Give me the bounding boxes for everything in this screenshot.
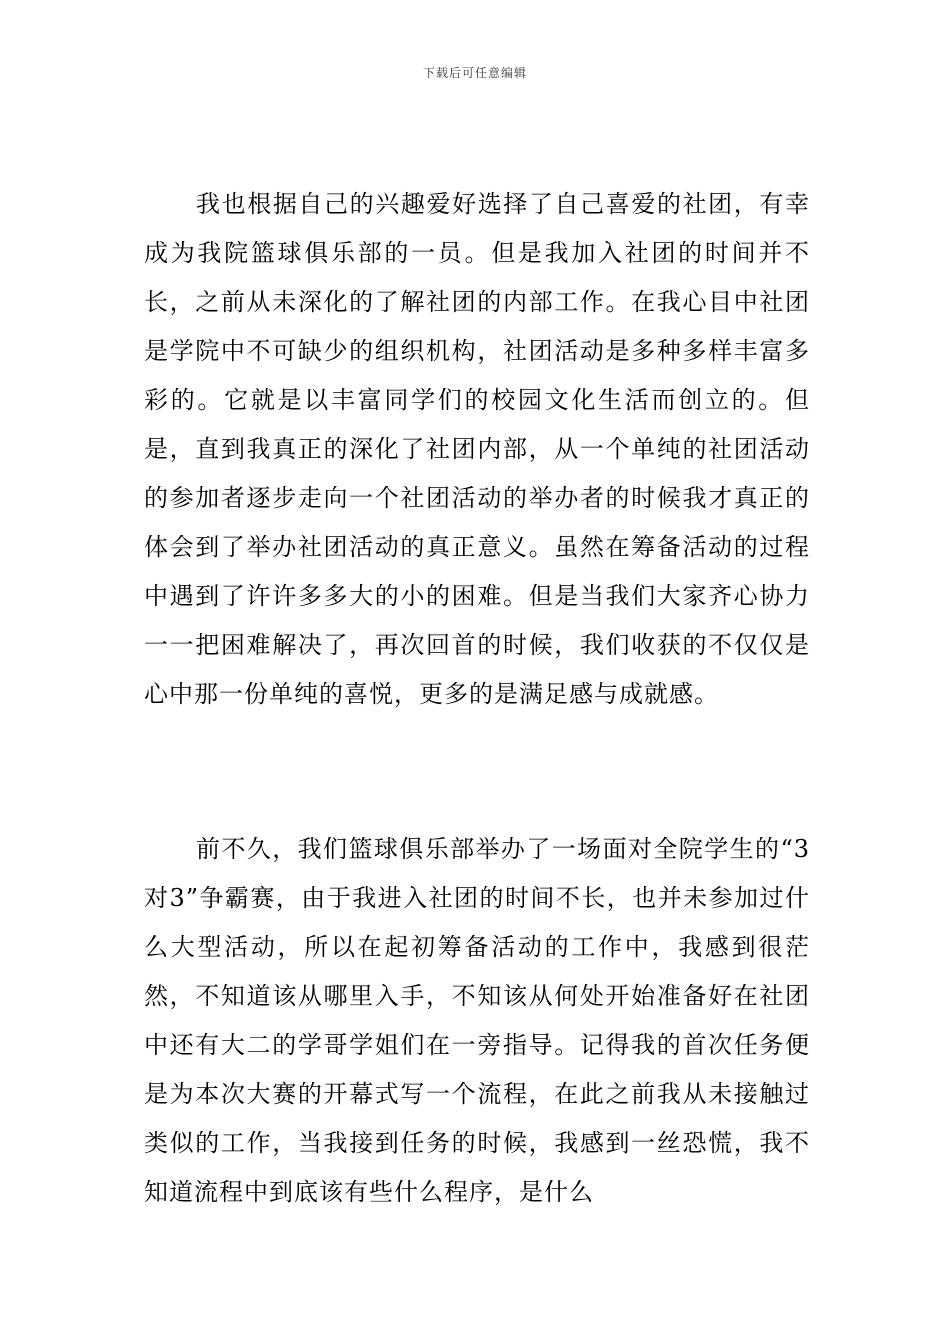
page-header-note: 下载后可任意编辑 bbox=[422, 66, 527, 80]
paragraph: 前不久，我们篮球俱乐部举办了一场面对全院学生的“3对3”争霸赛，由于我进入社团的时间不长，也并未参加过什么大型活动，所以在起初筹备活动的工作中，我感到很茫然，不知道该从哪里入手，不知该从何处开始准备好在社团中还有大二的学哥学姐们在一旁指导。记得我的首次任务便是为本次大赛的开幕式写一个流程，在此之前我从未接触过类似的工作，当我接到任务的时候，我感到一丝恐慌，我不知道流程中到底该有些什么程序，是什么 bbox=[144, 835, 810, 1206]
paragraph: 我也根据自己的兴趣爱好选择了自己喜爱的社团，有幸成为我院篮球俱乐部的一员。但是我加入社团的时间并不长，之前从未深化的了解社团的内部工作。在我心目中社团是学院中不可缺少的组织机构，社团活动是多种多样丰富多彩的。它就是以丰富同学们的校园文化生活而创立的。但是，直到我真正的深化了社团内部，从一个单纯的社团活动的参加者逐步走向一个社团活动的举办者的时候我才真正的体会到了举办社团活动的真正意义。虽然在筹备活动的过程中遇到了许许多多大的小的困难。但是当我们大家齐心协力一一把困难解决了，再次回首的时候，我们收获的不仅仅是心中那一份单纯的喜悦，更多的是满足感与成就感。 bbox=[144, 190, 810, 708]
